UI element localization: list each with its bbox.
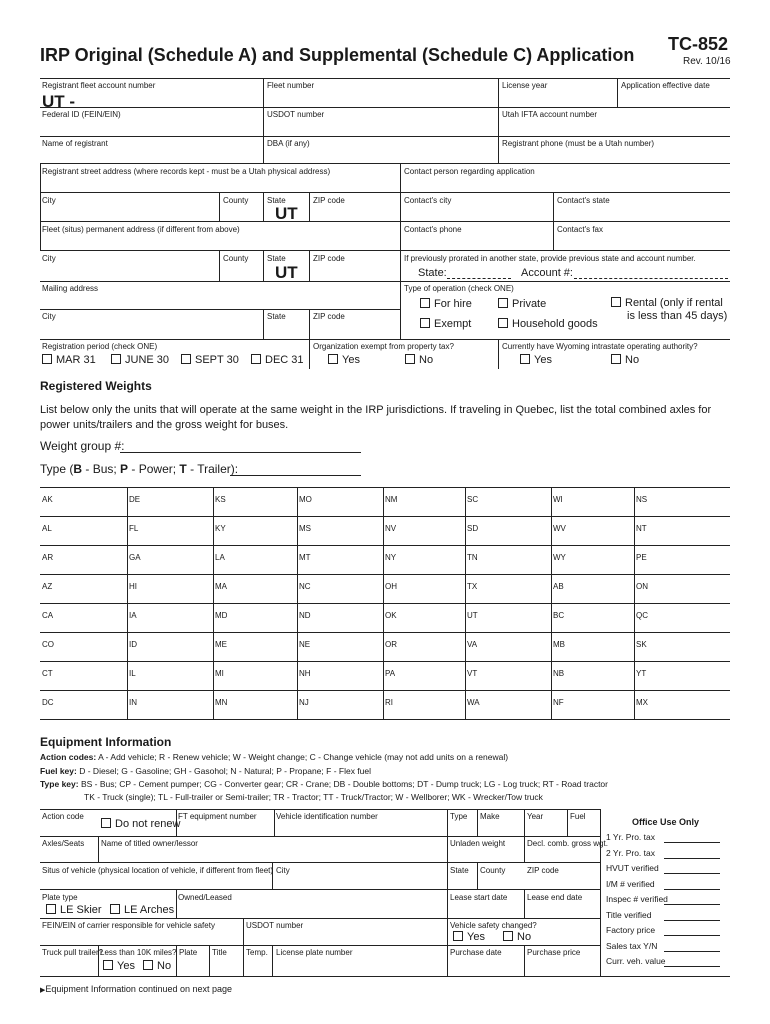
- jurisdiction-cell[interactable]: WV: [553, 524, 566, 533]
- exempt-yes[interactable]: [328, 354, 360, 367]
- safety-no[interactable]: [503, 931, 531, 944]
- jurisdiction-cell[interactable]: PE: [636, 553, 647, 562]
- period-sept30-label: SEPT 30: [195, 354, 239, 366]
- jurisdiction-cell[interactable]: ME: [215, 640, 227, 649]
- jurisdiction-cell[interactable]: ID: [129, 640, 137, 649]
- period-june30[interactable]: [111, 354, 169, 367]
- mailing-city-label: City: [42, 312, 56, 321]
- equip-usdot-label: USDOT number: [246, 921, 304, 930]
- license-year-label: License year: [502, 81, 548, 90]
- registered-weights-heading: Registered Weights: [40, 379, 152, 393]
- year-label: Year: [527, 812, 544, 821]
- type-text: Type (: [40, 462, 74, 476]
- checkbox[interactable]: [42, 354, 52, 364]
- equipment-heading: Equipment Information: [40, 735, 172, 749]
- fleet-address-label: Fleet (situs) permanent address (if different from above): [42, 225, 240, 234]
- triangle-right-icon: ▶: [40, 987, 46, 994]
- jurisdiction-cell[interactable]: AZ: [42, 582, 53, 591]
- do-not-renew-label: Do not renew: [115, 818, 181, 830]
- op-private[interactable]: [498, 298, 546, 311]
- ft-equipment-label: FT equipment number: [178, 812, 257, 821]
- jurisdiction-cell[interactable]: NY: [385, 553, 397, 562]
- office-use-field[interactable]: [664, 951, 720, 952]
- key-text: A - Add vehicle; R - Renew vehicle; W - Weight change; C - Change vehicle (may not add units on a renewal): [98, 752, 509, 762]
- exempt-no[interactable]: [405, 354, 433, 367]
- checkbox[interactable]: [611, 354, 621, 364]
- titled-owner-label: Name of titled owner/lessor: [101, 839, 198, 848]
- office-use-item: I/M # verified: [606, 878, 655, 889]
- form-number: TC-852: [668, 34, 729, 54]
- jurisdiction-cell[interactable]: IN: [129, 698, 137, 707]
- less-10k-no[interactable]: [143, 960, 171, 973]
- fuel-label: Fuel: [570, 812, 586, 821]
- effective-date-label: Application effective date: [621, 81, 710, 90]
- grid-line: [40, 661, 730, 662]
- type-text: - Power;: [128, 462, 180, 476]
- wyoming-yes-label: Yes: [534, 354, 552, 366]
- checkbox[interactable]: [453, 931, 463, 941]
- jurisdiction-cell[interactable]: DE: [129, 495, 141, 504]
- vehicle-type-label: [40, 463, 238, 476]
- checkbox[interactable]: [498, 318, 508, 328]
- checkbox[interactable]: [110, 904, 120, 914]
- less-10k-label: Less than 10K miles?: [100, 948, 177, 957]
- period-june30-label: JUNE 30: [125, 354, 170, 366]
- jurisdiction-cell[interactable]: VT: [467, 669, 478, 678]
- action-codes-key: [40, 752, 508, 762]
- safety-yes[interactable]: [453, 931, 485, 944]
- type-label: Type: [450, 812, 468, 821]
- office-use-field[interactable]: [664, 842, 720, 843]
- jurisdiction-cell[interactable]: SC: [467, 495, 479, 504]
- jurisdiction-cell[interactable]: ON: [636, 582, 648, 591]
- lease-end-label: Lease end date: [527, 893, 583, 902]
- jurisdiction-cell[interactable]: MS: [299, 524, 311, 533]
- weight-group-field[interactable]: [120, 452, 361, 453]
- safety-no-label: No: [517, 931, 532, 943]
- office-use-field[interactable]: [664, 873, 720, 874]
- jurisdiction-cell[interactable]: SK: [636, 640, 647, 649]
- jurisdiction-cell[interactable]: NV: [385, 524, 397, 533]
- key-text: BS - Bus; CP - Cement pumper; CG - Converter gear; CR - Crane; DB - Double bottoms; DT - Dump truck; LG - Log truck; RT - Road tractor: [80, 779, 608, 789]
- lease-start-label: Lease start date: [450, 893, 508, 902]
- type-text: P: [120, 462, 129, 476]
- contact-person-label: Contact person regarding application: [404, 167, 535, 176]
- op-for-hire-label: For hire: [434, 298, 472, 310]
- page-title: IRP Original (Schedule A) and Supplemental (Schedule C) Application: [40, 45, 635, 65]
- mailing-address-label: Mailing address: [42, 284, 99, 293]
- plate-type-label: Plate type: [42, 893, 78, 902]
- grid-line: [127, 487, 128, 719]
- registrant-phone-label: Registrant phone (must be a Utah number): [502, 139, 655, 148]
- office-use-item: Title verified: [606, 909, 652, 920]
- le-arches[interactable]: [110, 904, 174, 917]
- key-text: D - Diesel; G - Gasoline; GH - Gasohol; N - Natural; P - Propane; F - Flex fuel: [79, 766, 372, 776]
- contact-fax-label: Contact's fax: [557, 225, 603, 234]
- ifta-label: Utah IFTA account number: [502, 110, 598, 119]
- jurisdiction-cell[interactable]: GA: [129, 553, 141, 562]
- situs-city-label: City: [276, 866, 290, 875]
- type-text: - Bus;: [82, 462, 121, 476]
- purchase-price-label: Purchase price: [527, 948, 581, 957]
- mailing-state-label: State: [267, 312, 286, 321]
- weight-group-label: Weight group #:: [40, 439, 125, 453]
- jurisdiction-cell[interactable]: AR: [42, 553, 54, 562]
- prev-account-field[interactable]: [574, 278, 728, 279]
- type-key: [40, 779, 608, 789]
- grid-line: [40, 690, 730, 691]
- grid-line: [383, 487, 384, 719]
- grid-line: [40, 632, 730, 633]
- grid-line: [40, 719, 730, 720]
- jurisdiction-cell[interactable]: BC: [553, 611, 565, 620]
- jurisdiction-cell[interactable]: UT: [467, 611, 478, 620]
- decl-gross-label: Decl. comb. gross wgt.: [527, 839, 608, 848]
- jurisdiction-cell[interactable]: MO: [299, 495, 312, 504]
- jurisdiction-cell[interactable]: CA: [42, 611, 54, 620]
- situs-label: Situs of vehicle (physical location of vehicle, if different from fleet): [42, 866, 274, 875]
- jurisdiction-cell[interactable]: HI: [129, 582, 137, 591]
- registration-period-label: Registration period (check ONE): [42, 342, 158, 351]
- do-not-renew[interactable]: [101, 818, 180, 831]
- office-use-field[interactable]: [664, 858, 720, 859]
- wyoming-question-label: Currently have Wyoming intrastate operating authority?: [502, 342, 698, 351]
- jurisdiction-cell[interactable]: TN: [467, 553, 478, 562]
- wyoming-no-label: No: [625, 354, 640, 366]
- op-private-label: Private: [512, 298, 547, 310]
- office-use-item: Inspec # verified: [606, 894, 668, 904]
- period-dec31[interactable]: [251, 354, 304, 367]
- period-mar31[interactable]: [42, 354, 96, 367]
- fein-label: Federal ID (FEIN/EIN): [42, 110, 121, 119]
- grid-line: [213, 487, 214, 719]
- checkbox[interactable]: [611, 297, 621, 307]
- make-label: Make: [480, 812, 500, 821]
- prev-account-label: Account #:: [521, 267, 573, 279]
- jurisdiction-cell[interactable]: MT: [299, 553, 311, 562]
- jurisdiction-cell[interactable]: PA: [385, 669, 396, 678]
- owned-leased-label: Owned/Leased: [178, 893, 232, 902]
- jurisdiction-cell[interactable]: WY: [553, 553, 566, 562]
- jurisdiction-cell[interactable]: OR: [385, 640, 397, 649]
- jurisdiction-cell[interactable]: MB: [553, 640, 565, 649]
- less-10k-yes[interactable]: [103, 960, 135, 973]
- op-exempt[interactable]: [420, 318, 471, 331]
- grid-line: [40, 487, 730, 488]
- jurisdiction-cell[interactable]: TX: [467, 582, 478, 591]
- checkbox[interactable]: [111, 354, 121, 364]
- type-text: - Trailer):: [186, 462, 239, 476]
- continued-note: [40, 984, 232, 994]
- exempt-yes-label: Yes: [342, 354, 360, 366]
- checkbox[interactable]: [420, 318, 430, 328]
- fleet-city-label: City: [42, 254, 56, 263]
- purchase-date-label: Purchase date: [450, 948, 502, 957]
- situs-zip-label: ZIP code: [527, 866, 559, 875]
- office-use-field[interactable]: [664, 966, 720, 967]
- grid-line: [40, 574, 730, 575]
- action-code-label: Action code: [42, 812, 84, 821]
- key-label: Action codes:: [40, 752, 97, 762]
- office-use-field[interactable]: [664, 904, 720, 905]
- checkbox[interactable]: [251, 354, 261, 364]
- state-value-ut: UT: [275, 204, 298, 223]
- revision-date: Rev. 10/16: [683, 56, 731, 67]
- registrant-name-label: Name of registrant: [42, 139, 108, 148]
- checkbox[interactable]: [498, 298, 508, 308]
- prev-state-label: State:: [418, 267, 447, 279]
- office-use-field[interactable]: [664, 935, 720, 936]
- jurisdiction-cell[interactable]: QC: [636, 611, 648, 620]
- fleet-number-label: Fleet number: [267, 81, 315, 90]
- op-rental-label-2: is less than 45 days): [627, 310, 728, 322]
- jurisdiction-cell[interactable]: NB: [553, 669, 565, 678]
- fleet-state-label: State: [267, 254, 286, 263]
- checkbox[interactable]: [520, 354, 530, 364]
- type-key-2: TK - Truck (single); TL - Full-trailer or Semi-trailer; TR - Tractor; TT - Truck/Tractor; W - Wellborer; WK - Wrecker/Tow truck: [84, 792, 543, 802]
- operation-type-label: Type of operation (check ONE): [404, 284, 514, 293]
- checkbox[interactable]: [101, 818, 111, 828]
- usdot-label: USDOT number: [267, 110, 325, 119]
- grid-line: [40, 516, 730, 517]
- vin-label: Vehicle identification number: [276, 812, 378, 821]
- jurisdiction-cell[interactable]: DC: [42, 698, 54, 707]
- jurisdiction-cell[interactable]: CO: [42, 640, 54, 649]
- less-10k-no-label: No: [157, 960, 172, 972]
- jurisdiction-cell[interactable]: NT: [636, 524, 647, 533]
- prev-state-field[interactable]: [447, 278, 511, 279]
- le-arches-label: LE Arches: [124, 904, 175, 916]
- type-text: B: [73, 462, 83, 476]
- office-use-heading: Office Use Only: [632, 817, 700, 827]
- op-rental-label: Rental (only if rental: [625, 297, 723, 309]
- jurisdiction-cell[interactable]: KS: [215, 495, 226, 504]
- fein-carrier-label: FEIN/EIN of carrier responsible for vehicle safety: [42, 921, 215, 930]
- checkbox[interactable]: [181, 354, 191, 364]
- safety-changed-label: Vehicle safety changed?: [450, 921, 537, 930]
- checkbox[interactable]: [328, 354, 338, 364]
- jurisdiction-cell[interactable]: NH: [299, 669, 311, 678]
- wyoming-no[interactable]: [611, 354, 639, 367]
- jurisdiction-cell[interactable]: MA: [215, 582, 227, 591]
- checkbox[interactable]: [143, 960, 153, 970]
- jurisdiction-cell[interactable]: AK: [42, 495, 53, 504]
- exempt-no-label: No: [419, 354, 434, 366]
- jurisdiction-cell[interactable]: NS: [636, 495, 648, 504]
- county-label: County: [223, 196, 249, 205]
- jurisdiction-cell[interactable]: LA: [215, 553, 225, 562]
- office-use-item: Factory price: [606, 925, 656, 935]
- office-use-item: Curr. veh. value: [606, 956, 666, 966]
- city-label: City: [42, 196, 56, 205]
- period-sept30[interactable]: [181, 354, 239, 367]
- period-mar31-label: MAR 31: [56, 354, 96, 366]
- license-plate-label: License plate number: [276, 948, 353, 957]
- state-label: State: [267, 196, 286, 205]
- vehicle-type-field[interactable]: [230, 475, 361, 476]
- jurisdiction-cell[interactable]: YT: [636, 669, 647, 678]
- office-use-item: 2 Yr. Pro. tax: [606, 847, 655, 858]
- jurisdiction-cell[interactable]: SD: [467, 524, 479, 533]
- jurisdiction-cell[interactable]: MD: [215, 611, 228, 620]
- office-use-field[interactable]: [664, 920, 720, 921]
- checkbox[interactable]: [46, 904, 56, 914]
- type-text: T: [179, 462, 187, 476]
- grid-line: [297, 487, 298, 719]
- key-label: Type key:: [40, 779, 79, 789]
- contact-state-label: Contact's state: [557, 196, 610, 205]
- unladen-weight-label: Unladen weight: [450, 839, 506, 848]
- jurisdiction-cell[interactable]: RI: [385, 698, 393, 707]
- plate-label: Plate: [179, 948, 198, 957]
- wyoming-yes[interactable]: [520, 354, 552, 367]
- op-household-goods[interactable]: [498, 318, 598, 331]
- continued-text: Equipment Information continued on next page: [45, 984, 233, 994]
- less-10k-yes-label: Yes: [117, 960, 135, 972]
- jurisdiction-cell[interactable]: MI: [215, 669, 224, 678]
- jurisdiction-cell[interactable]: AB: [553, 582, 564, 591]
- fleet-account-prefix: UT -: [42, 92, 76, 111]
- grid-line: [465, 487, 466, 719]
- office-use-item: 1 Yr. Pro. tax: [606, 832, 655, 842]
- fleet-account-label: Registrant fleet account number: [42, 81, 156, 90]
- le-skier[interactable]: [46, 904, 102, 917]
- office-use-field[interactable]: [664, 889, 720, 890]
- jurisdiction-cell[interactable]: AL: [42, 524, 52, 533]
- grid-line: [551, 487, 552, 719]
- fleet-state-value-ut: UT: [275, 263, 298, 282]
- jurisdiction-cell[interactable]: CT: [42, 669, 53, 678]
- grid-line: [634, 487, 635, 719]
- period-dec31-label: DEC 31: [265, 354, 304, 366]
- title-label: Title: [212, 948, 227, 957]
- fleet-zip-label: ZIP code: [313, 254, 345, 263]
- op-rental[interactable]: [611, 297, 723, 310]
- fleet-county-label: County: [223, 254, 249, 263]
- jurisdiction-grid: [40, 487, 730, 719]
- op-for-hire[interactable]: [420, 298, 472, 311]
- street-address-label: Registrant street address (where records kept - must be a Utah physical address): [42, 167, 331, 176]
- grid-line: [40, 603, 730, 604]
- jurisdiction-cell[interactable]: NM: [385, 495, 398, 504]
- le-skier-label: LE Skier: [60, 904, 102, 916]
- jurisdiction-cell[interactable]: OH: [385, 582, 397, 591]
- safety-yes-label: Yes: [467, 931, 485, 943]
- situs-county-label: County: [480, 866, 506, 875]
- office-use-item: HVUT verified: [606, 863, 659, 873]
- exempt-question-label: Organization exempt from property tax?: [313, 342, 454, 351]
- key-label: Fuel key:: [40, 766, 77, 776]
- op-household-label: Household goods: [512, 318, 598, 330]
- mailing-zip-label: ZIP code: [313, 312, 345, 321]
- jurisdiction-cell[interactable]: KY: [215, 524, 226, 533]
- jurisdiction-cell[interactable]: NJ: [299, 698, 309, 707]
- jurisdiction-cell[interactable]: NF: [553, 698, 564, 707]
- axles-label: Axles/Seats: [42, 839, 85, 848]
- jurisdiction-cell[interactable]: WA: [467, 698, 480, 707]
- office-use-item: Sales tax Y/N: [606, 940, 658, 951]
- jurisdiction-cell[interactable]: OK: [385, 611, 397, 620]
- jurisdiction-cell[interactable]: VA: [467, 640, 478, 649]
- checkbox[interactable]: [503, 931, 513, 941]
- zip-label: ZIP code: [313, 196, 345, 205]
- fuel-key: [40, 766, 371, 776]
- contact-city-label: Contact's city: [404, 196, 452, 205]
- contact-phone-label: Contact's phone: [404, 225, 462, 234]
- prorated-label: If previously prorated in another state, provide previous state and account number.: [404, 254, 696, 263]
- dba-label: DBA (if any): [267, 139, 310, 148]
- jurisdiction-cell[interactable]: ND: [299, 611, 311, 620]
- jurisdiction-cell[interactable]: NC: [299, 582, 311, 591]
- situs-state-label: State: [450, 866, 469, 875]
- jurisdiction-cell[interactable]: IL: [129, 669, 136, 678]
- checkbox[interactable]: [405, 354, 415, 364]
- op-exempt-label: Exempt: [434, 318, 472, 330]
- jurisdiction-cell[interactable]: WI: [553, 495, 563, 504]
- jurisdiction-cell[interactable]: MX: [636, 698, 648, 707]
- checkbox[interactable]: [103, 960, 113, 970]
- jurisdiction-cell[interactable]: IA: [129, 611, 137, 620]
- temp-label: Temp.: [246, 948, 268, 957]
- jurisdiction-cell[interactable]: FL: [129, 524, 139, 533]
- grid-line: [40, 545, 730, 546]
- truck-pull-label: Truck pull trailer?: [42, 948, 104, 957]
- jurisdiction-cell[interactable]: MN: [215, 698, 228, 707]
- weights-instructions: List below only the units that will operate at the same weight in the IRP jurisdictions. If traveling in Quebec, list the total combined axles for power units/trailers and the gross weight for buses.: [40, 404, 712, 431]
- jurisdiction-cell[interactable]: NE: [299, 640, 311, 649]
- checkbox[interactable]: [420, 298, 430, 308]
